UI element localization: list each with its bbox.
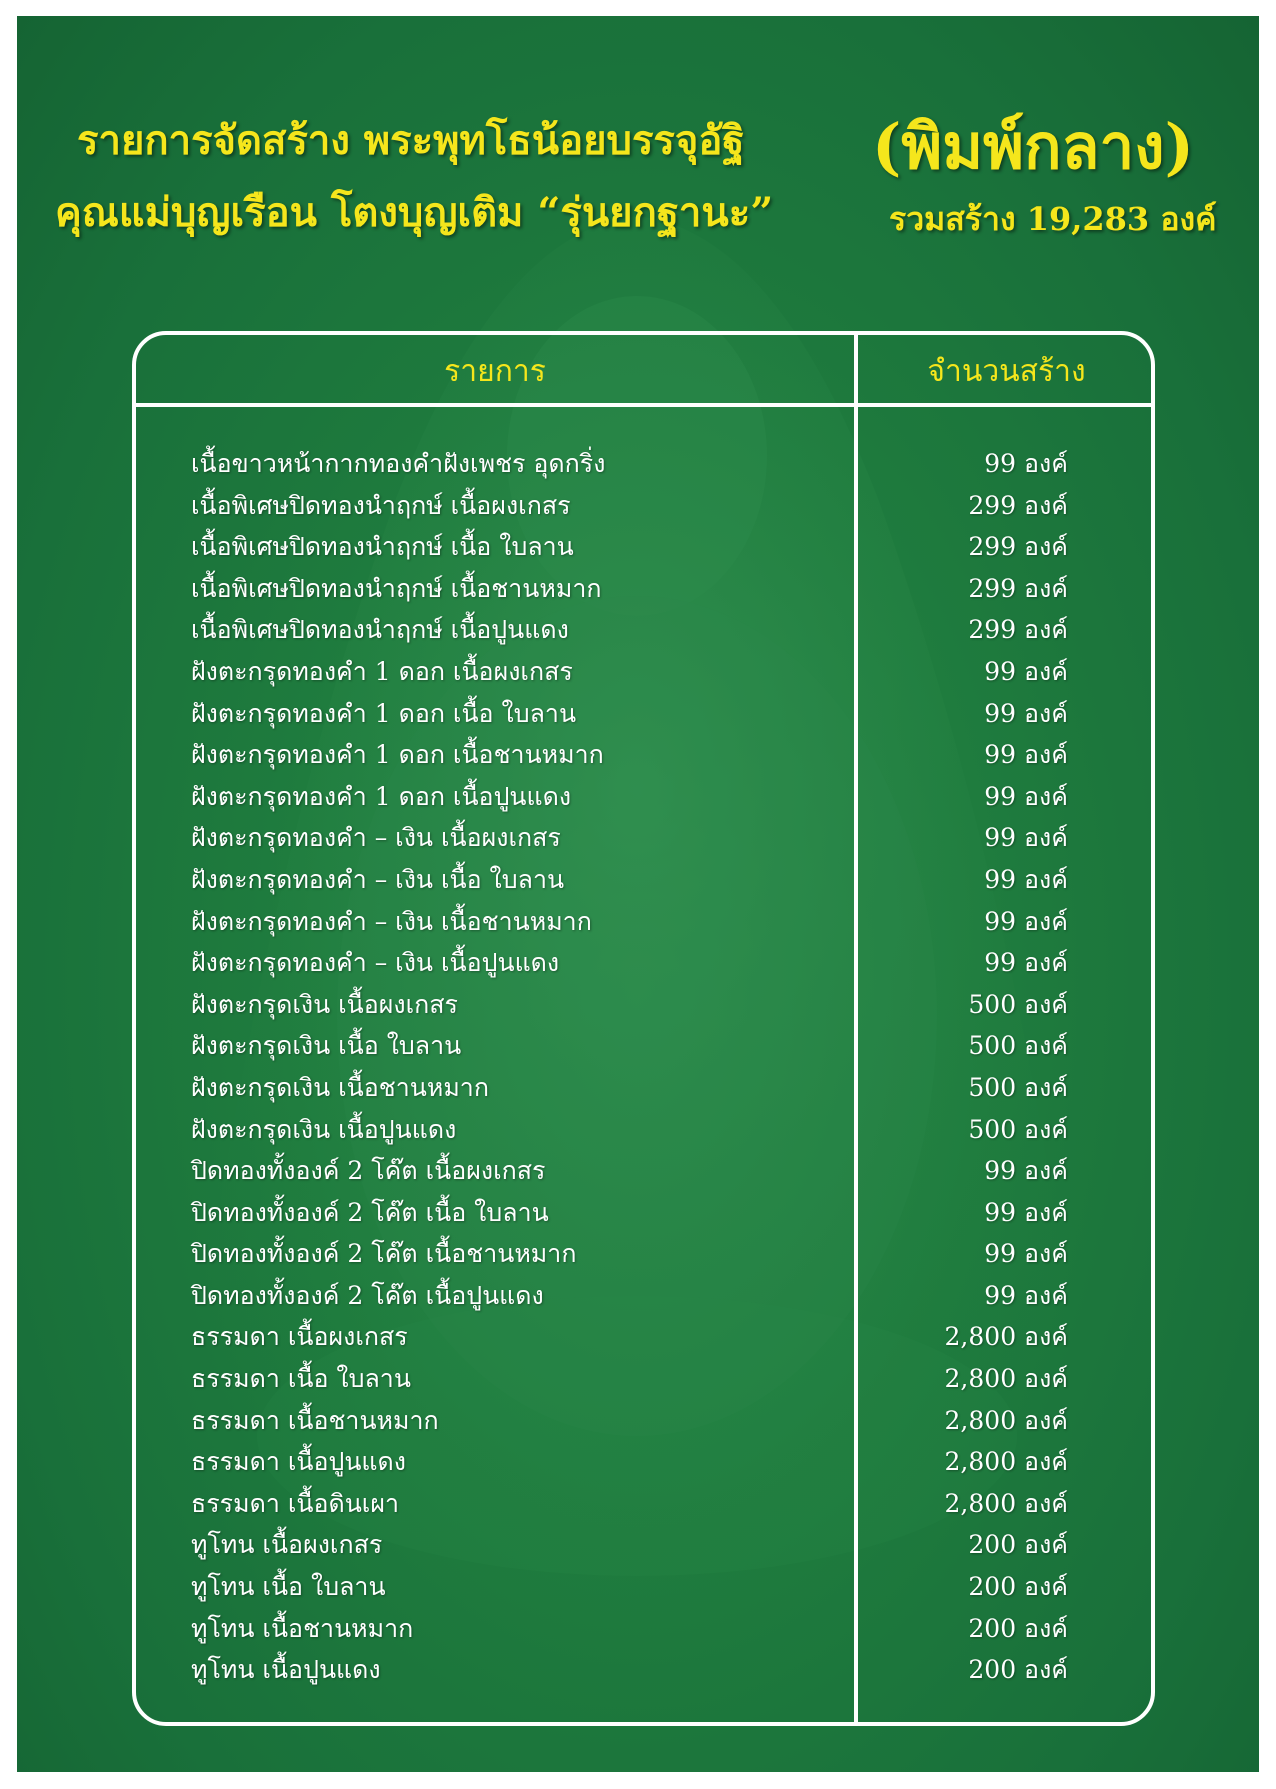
table-row [136,1400,1151,1442]
row-quantity: 99 องค์ [984,449,1068,478]
table-row [136,443,1151,485]
row-quantity: 200 องค์ [968,1613,1068,1643]
row-item: เนื้อพิเศษปิดทองนำฤกษ์ เนื้อ ใบลาน [191,532,574,562]
row-quantity: 99 องค์ [984,1239,1068,1269]
row-quantity: 99 องค์ [984,823,1068,853]
table-row [136,1649,1151,1691]
row-quantity: 200 องค์ [968,1655,1068,1685]
row-quantity: 500 องค์ [968,1072,1068,1102]
row-item: ปิดทองทั้งองค์ 2 โค๊ต เนื้อผงเกสร [191,1156,546,1186]
row-item: ธรรมดา เนื้อ ใบลาน [191,1364,411,1394]
row-item: ปิดทองทั้งองค์ 2 โค๊ต เนื้อชานหมาก [191,1239,577,1269]
edition-label: (พิมพ์กลาง) [872,110,1194,183]
table-row [136,1441,1151,1483]
table-row [136,1025,1151,1067]
table-row [136,776,1151,818]
row-item: ฝังตะกรุดทองคำ 1 ดอก เนื้อผงเกสร [191,656,573,686]
row-item: ฝังตะกรุดทองคำ – เงิน เนื้อ ใบลาน [191,864,565,894]
row-item: ธรรมดา เนื้อผงเกสร [191,1322,408,1352]
row-quantity: 99 องค์ [984,948,1068,978]
table-row [136,1067,1151,1109]
row-quantity: 2,800 องค์ [944,1322,1068,1352]
table-body [136,443,1151,1691]
row-item: ทูโทน เนื้อผงเกสร [191,1530,383,1560]
row-item: ฝังตะกรุดทองคำ – เงิน เนื้อชานหมาก [191,906,592,936]
table-row [136,1608,1151,1650]
table-row [136,526,1151,568]
row-quantity: 99 องค์ [984,1156,1068,1186]
table-row [136,984,1151,1026]
row-quantity: 99 องค์ [984,781,1068,811]
title-line-1: รายการจัดสร้าง พระพุทโธน้อยบรรจุอัฐิ [77,117,745,164]
table-row [136,942,1151,984]
production-table [132,331,1155,1726]
table-row [136,1150,1151,1192]
table-row [136,609,1151,651]
row-quantity: 2,800 องค์ [944,1488,1068,1518]
row-quantity: 99 องค์ [984,698,1068,728]
row-item: เนื้อพิเศษปิดทองนำฤกษ์ เนื้อชานหมาก [191,573,602,603]
row-item: ธรรมดา เนื้อชานหมาก [191,1405,439,1435]
row-item: ฝังตะกรุดทองคำ 1 ดอก เนื้อชานหมาก [191,740,604,770]
row-item: เนื้อขาวหน้ากากทองคำฝังเพชร อุดกริ่ง [191,449,606,478]
table-row [136,568,1151,610]
row-item: เนื้อพิเศษปิดทองนำฤกษ์ เนื้อปูนแดง [191,615,569,645]
row-quantity: 500 องค์ [968,1031,1068,1061]
row-quantity: 99 องค์ [984,1280,1068,1310]
table-row [136,651,1151,693]
row-quantity: 2,800 องค์ [944,1364,1068,1394]
table-row [136,1233,1151,1275]
row-item: ธรรมดา เนื้อปูนแดง [191,1447,406,1477]
table-row [136,485,1151,527]
row-quantity: 299 องค์ [968,615,1068,645]
row-quantity: 500 องค์ [968,989,1068,1019]
row-item: ฝังตะกรุดเงิน เนื้อผงเกสร [191,989,458,1019]
row-item: ฝังตะกรุดทองคำ 1 ดอก เนื้อปูนแดง [191,781,572,811]
row-quantity: 99 องค์ [984,864,1068,894]
header-item: รายการ [444,354,546,389]
row-item: ฝังตะกรุดทองคำ 1 ดอก เนื้อ ใบลาน [191,698,577,728]
row-item: ปิดทองทั้งองค์ 2 โค๊ต เนื้อ ใบลาน [191,1197,549,1227]
row-item: ทูโทน เนื้อ ใบลาน [191,1572,386,1602]
row-quantity: 299 องค์ [968,532,1068,562]
row-quantity: 500 องค์ [968,1114,1068,1144]
total-count: รวมสร้าง 19,283 องค์ [889,200,1217,238]
table-row [136,859,1151,901]
header-quantity: จำนวนสร้าง [927,354,1086,389]
row-quantity: 99 องค์ [984,740,1068,770]
table-row [136,1192,1151,1234]
row-quantity: 2,800 องค์ [944,1405,1068,1435]
header-divider [136,403,1151,407]
table-row [136,1524,1151,1566]
table-row [136,1275,1151,1317]
row-quantity: 200 องค์ [968,1572,1068,1602]
table-row [136,1358,1151,1400]
table-row [136,901,1151,943]
row-item: เนื้อพิเศษปิดทองนำฤกษ์ เนื้อผงเกสร [191,490,571,520]
row-quantity: 99 องค์ [984,1197,1068,1227]
title-line-2: คุณแม่บุญเรือน โตงบุญเติม “รุ่นยกฐานะ” [55,189,774,236]
table-row [136,734,1151,776]
table-row [136,1483,1151,1525]
row-item: ปิดทองทั้งองค์ 2 โค๊ต เนื้อปูนแดง [191,1280,544,1310]
row-quantity: 99 องค์ [984,906,1068,936]
row-item: ทูโทน เนื้อชานหมาก [191,1613,414,1643]
row-quantity: 2,800 องค์ [944,1447,1068,1477]
table-row [136,1109,1151,1151]
row-quantity: 200 องค์ [968,1530,1068,1560]
table-row [136,817,1151,859]
row-item: ฝังตะกรุดทองคำ – เงิน เนื้อผงเกสร [191,823,561,853]
table-row [136,1566,1151,1608]
row-item: ทูโทน เนื้อปูนแดง [191,1655,381,1685]
row-item: ฝังตะกรุดเงิน เนื้อปูนแดง [191,1114,457,1144]
row-quantity: 299 องค์ [968,490,1068,520]
row-item: ธรรมดา เนื้อดินเผา [191,1488,400,1518]
row-quantity: 99 องค์ [984,656,1068,686]
table-row [136,1316,1151,1358]
row-item: ฝังตะกรุดทองคำ – เงิน เนื้อปูนแดง [191,948,560,978]
table-row [136,693,1151,735]
poster [17,16,1259,1772]
row-item: ฝังตะกรุดเงิน เนื้อ ใบลาน [191,1031,462,1061]
row-quantity: 299 องค์ [968,573,1068,603]
row-item: ฝังตะกรุดเงิน เนื้อชานหมาก [191,1072,489,1102]
